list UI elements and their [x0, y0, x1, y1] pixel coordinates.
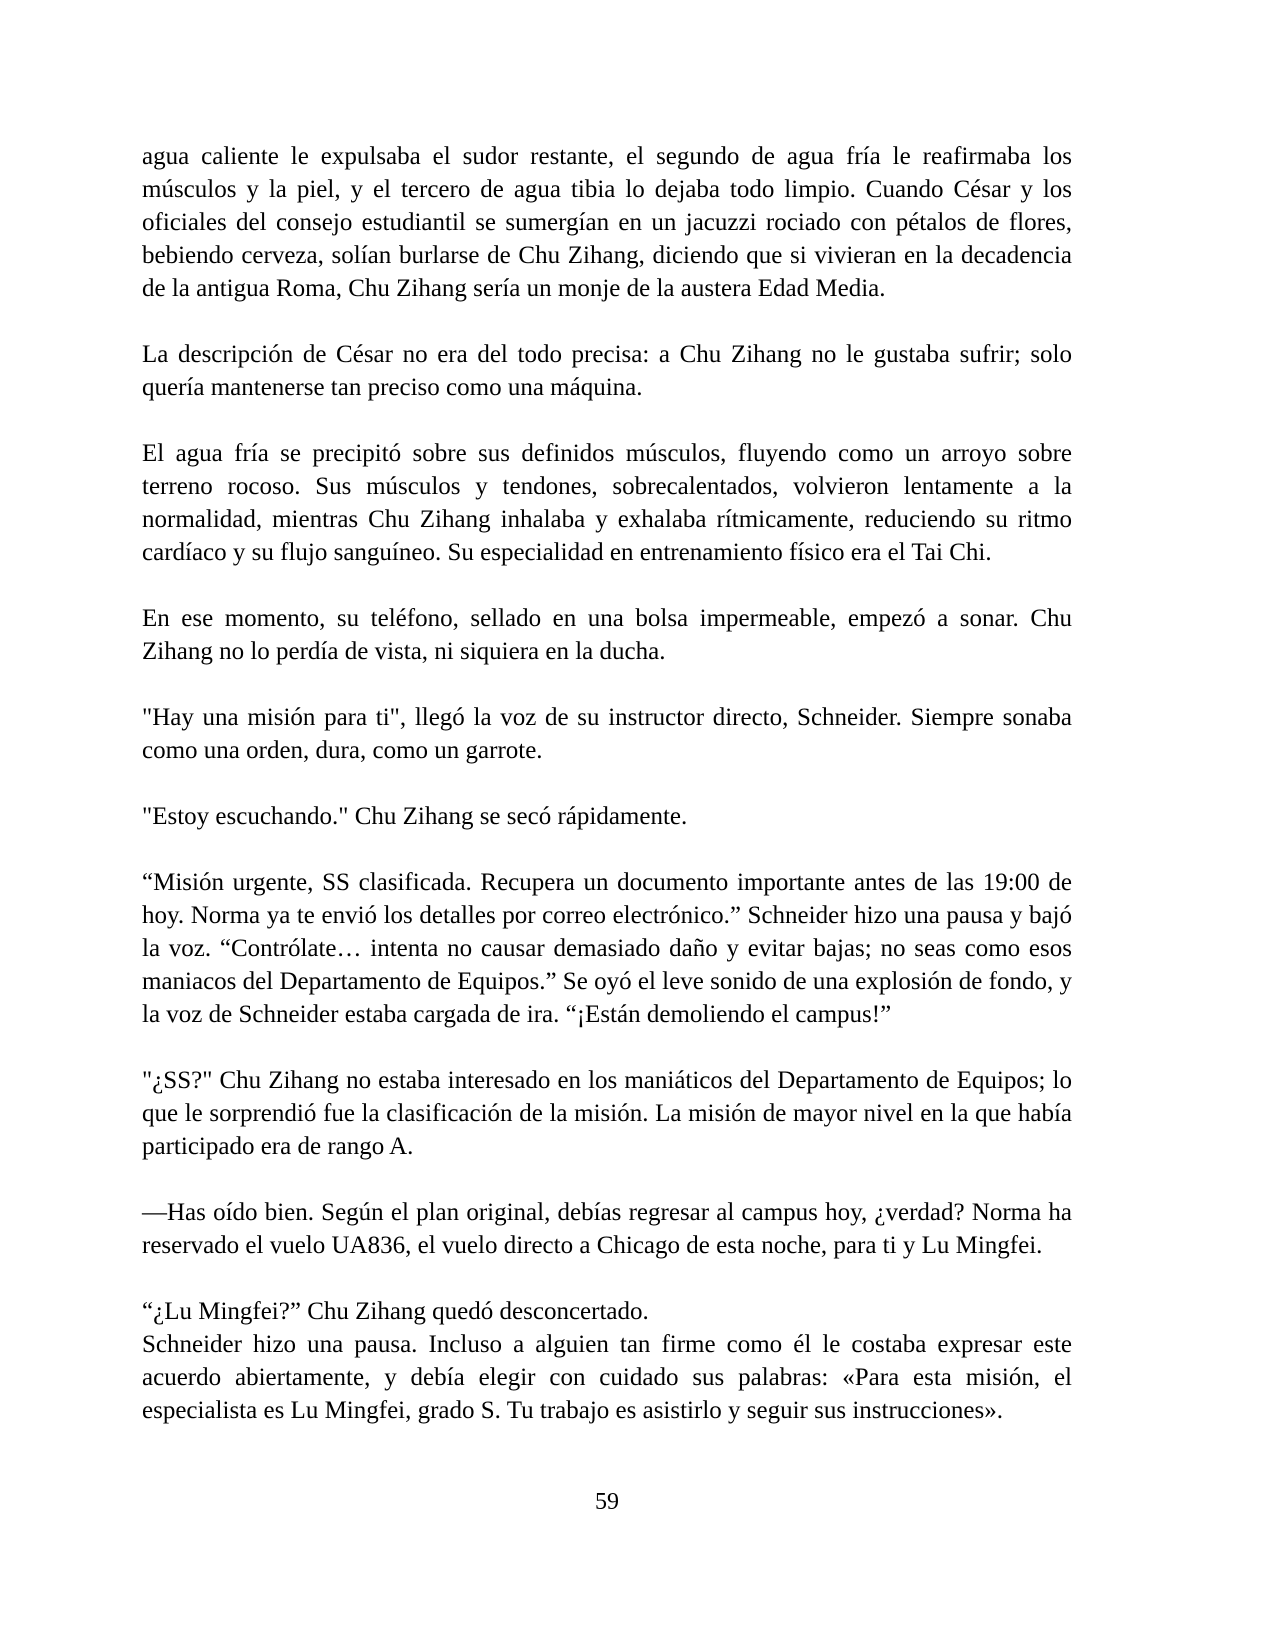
paragraph: “Misión urgente, SS clasificada. Recupera un documento importante antes de las 19:00 de hoy. Norma ya te envió los detalles por correo electrónico.” Schneider hizo una pausa y bajó la voz. “Contrólate… intenta no causar demasiado daño y evitar bajas; no seas como esos maniacos del Departamento de Equipos.” Se oyó el leve sonido de una explosión de fondo, y la voz de Schneider estaba cargada de ira. “¡Están demoliendo el campus!” — [142, 869, 1072, 1028]
paragraph: agua caliente le expulsaba el sudor restante, el segundo de agua fría le reafirmaba los músculos y la piel, y el tercero de agua tibia lo dejaba todo limpio. Cuando César y los oficiales del consejo estudiantil se sumergían en un jacuzzi rociado con pétalos de flores, bebiendo cerveza, solían burlarse de Chu Zihang, diciendo que si vivieran en la decadencia de la antigua Roma, Chu Zihang sería un monje de la austera Edad Media. — [142, 143, 1072, 302]
paragraph: En ese momento, su teléfono, sellado en una bolsa impermeable, empezó a sonar. Chu Zihang no lo perdía de vista, ni siquiera en la ducha. — [142, 605, 1072, 665]
paragraph: La descripción de César no era del todo precisa: a Chu Zihang no le gustaba sufrir; solo quería mantenerse tan preciso como una máquina. — [142, 341, 1072, 401]
paragraph: Schneider hizo una pausa. Incluso a alguien tan firme como él le costaba expresar este acuerdo abiertamente, y debía elegir con cuidado sus palabras: «Para esta misión, el especialista es Lu Mingfei, grado S. Tu trabajo es asistirlo y seguir sus instrucciones». — [142, 1331, 1072, 1424]
paragraph: El agua fría se precipitó sobre sus definidos músculos, fluyendo como un arroyo sobre terreno rocoso. Sus músculos y tendones, sobrecalentados, volvieron lentamente a la normalidad, mientras Chu Zihang inhalaba y exhalaba rítmicamente, reduciendo su ritmo cardíaco y su flujo sanguíneo. Su especialidad en entrenamiento físico era el Tai Chi. — [142, 440, 1072, 566]
paragraph: "¿SS?" Chu Zihang no estaba interesado en los maniáticos del Departamento de Equipos; lo que le sorprendió fue la clasificación de la misión. La misión de mayor nivel en la que había participado era de rango A. — [142, 1067, 1072, 1160]
paragraph: “¿Lu Mingfei?” Chu Zihang quedó desconcertado. — [142, 1298, 649, 1325]
paragraph: —Has oído bien. Según el plan original, debías regresar al campus hoy, ¿verdad? Norma ha reservado el vuelo UA836, el vuelo directo a Chicago de esta noche, para ti y Lu Mingfei. — [142, 1199, 1072, 1259]
paragraph: "Estoy escuchando." Chu Zihang se secó rápidamente. — [142, 803, 688, 830]
page-number: 59 — [595, 1489, 619, 1515]
paragraph: "Hay una misión para ti", llegó la voz de su instructor directo, Schneider. Siempre sonaba como una orden, dura, como un garrote. — [142, 704, 1072, 764]
text-block — [142, 140, 1072, 1427]
